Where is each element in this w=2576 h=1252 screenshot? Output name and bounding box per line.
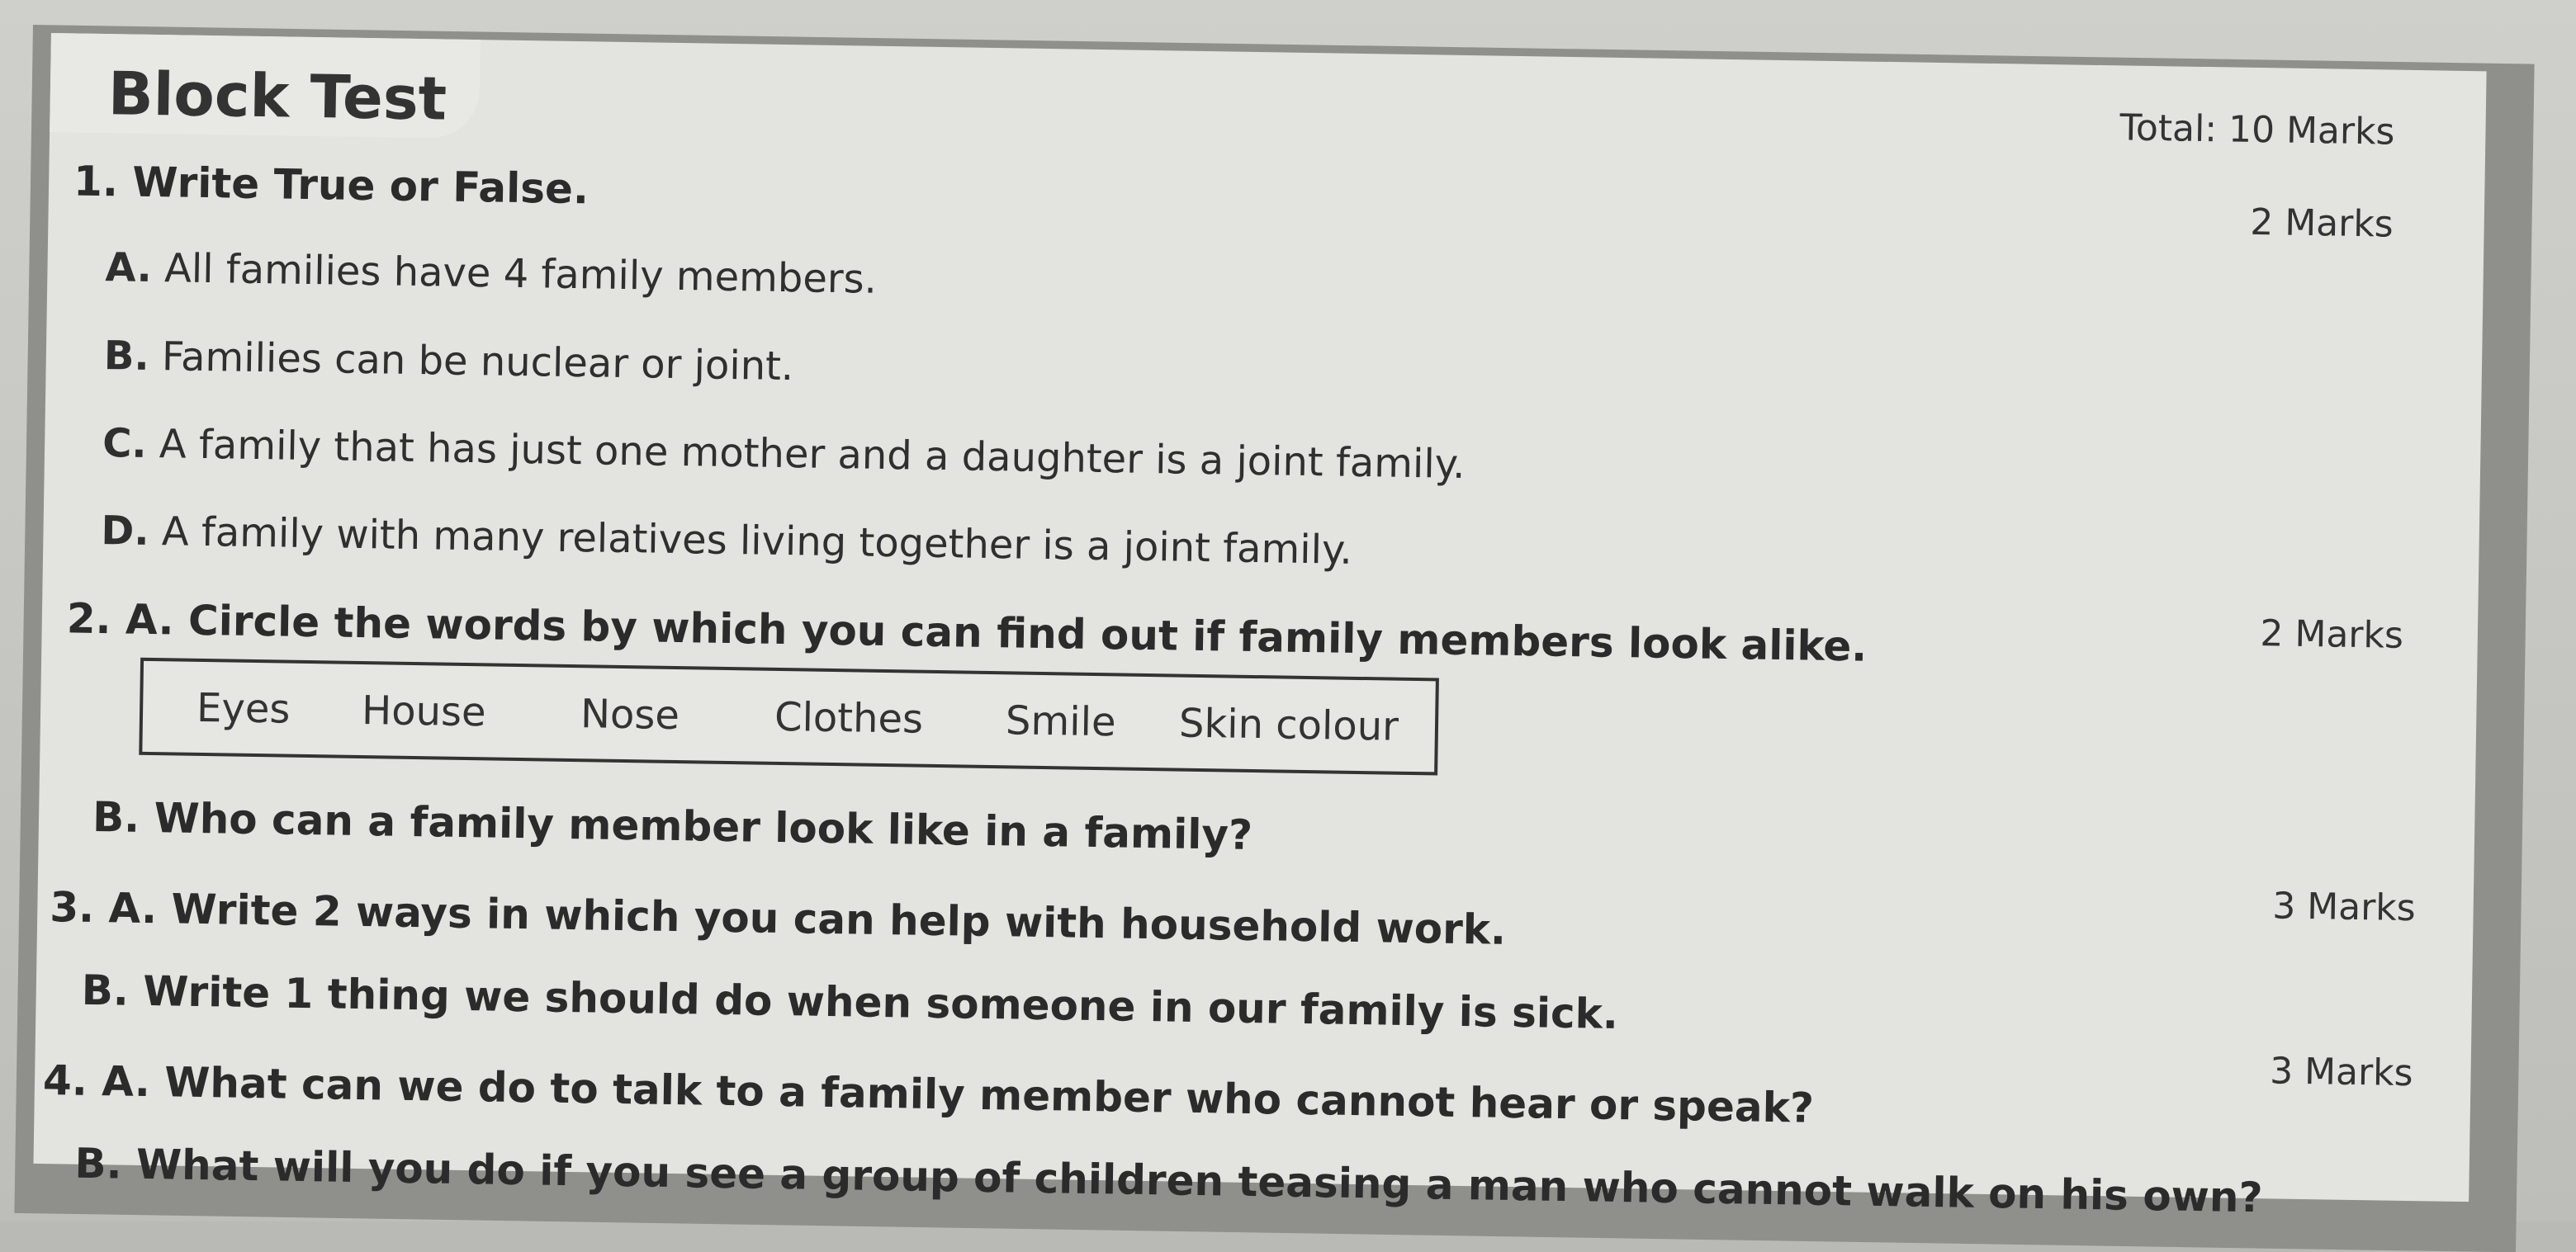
q1-item-b-text: Families can be nuclear or joint. bbox=[161, 333, 794, 390]
word-skin-colour[interactable]: Skin colour bbox=[1178, 700, 1399, 750]
word-eyes[interactable]: Eyes bbox=[196, 684, 291, 733]
question-2b-label: B. Who can a family member look like in a family? bbox=[92, 792, 1253, 859]
question-4-marks: 3 Marks bbox=[2269, 1050, 2413, 1095]
q1-item-c-letter: C. bbox=[102, 420, 148, 467]
word-smile[interactable]: Smile bbox=[1005, 697, 1116, 746]
question-1-label: 1. Write True or False. bbox=[73, 157, 590, 214]
q1-item-a bbox=[105, 244, 877, 303]
q1-item-d bbox=[101, 508, 1352, 574]
q1-item-b-letter: B. bbox=[103, 333, 150, 380]
q1-item-b bbox=[103, 333, 793, 390]
q1-item-a-letter: A. bbox=[105, 244, 153, 291]
question-3b-label: B. Write 1 thing we should do when someone in our family is sick. bbox=[81, 966, 1619, 1038]
question-1-marks: 2 Marks bbox=[2249, 201, 2394, 246]
q1-item-c bbox=[102, 420, 1466, 488]
question-2-marks: 2 Marks bbox=[2260, 612, 2404, 657]
q1-item-a-text: All families have 4 family members. bbox=[163, 245, 878, 303]
word-clothes[interactable]: Clothes bbox=[774, 693, 924, 743]
total-marks: Total: 10 Marks bbox=[2119, 106, 2395, 154]
q1-item-d-letter: D. bbox=[101, 508, 150, 555]
q1-item-d-text: A family with many relatives living together is a joint family. bbox=[161, 508, 1353, 574]
question-4b-label: B. What will you do if you see a group of children teasing a man who cannot walk on his own? bbox=[74, 1139, 2263, 1222]
question-3a-label: 3. A. Write 2 ways in which you can help with household work. bbox=[49, 883, 1507, 954]
question-3-marks: 3 Marks bbox=[2271, 885, 2417, 930]
worksheet bbox=[33, 33, 2486, 1222]
question-2a-label: 2. A. Circle the words by which you can find out if family members look alike. bbox=[66, 594, 1868, 671]
question-4a-label: 4. A. What can we do to talk to a family member who cannot hear or speak? bbox=[42, 1056, 1815, 1132]
page-title: Block Test bbox=[107, 59, 447, 134]
word-box bbox=[139, 658, 1439, 776]
word-house[interactable]: House bbox=[361, 687, 486, 736]
word-nose[interactable]: Nose bbox=[580, 691, 680, 739]
q1-item-c-text: A family that has just one mother and a daughter is a joint family. bbox=[159, 421, 1466, 488]
